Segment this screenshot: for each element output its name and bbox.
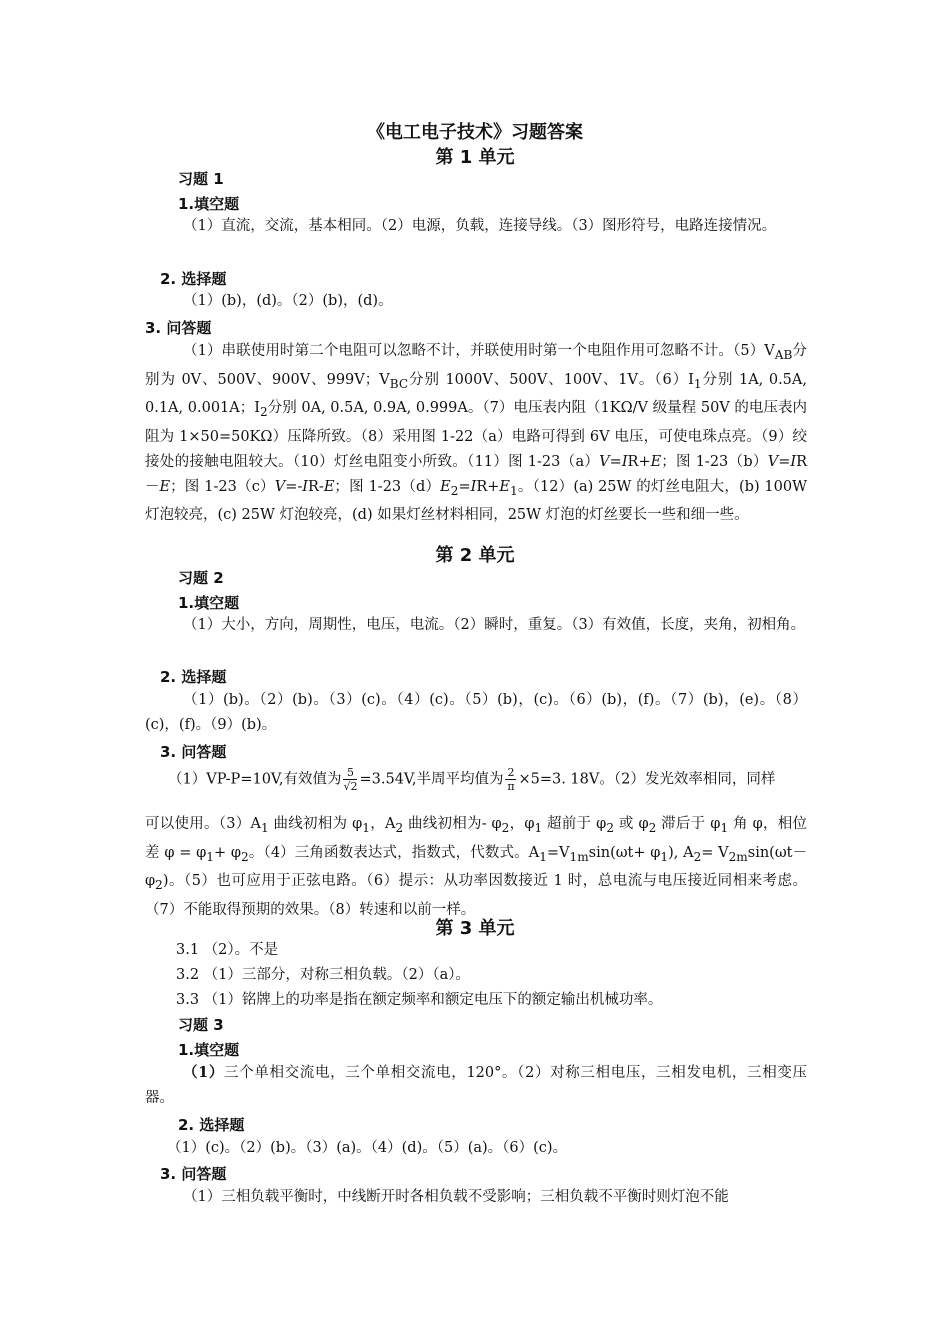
unit2-choice-text: （1）(b)。（2）(b)。（3）(c)。（4）(c)。（5）(b)，(c)。（6）(b)，(f)。（7）(b)，(e)。（8）(c)，(f)。（9）(b)。 (145, 692, 807, 733)
unit3-choice-text: （1）(c)。（2）(b)。（3）(a)。（4）(d)。（5）(a)。（6）(c)。 (167, 1140, 568, 1156)
unit1-fill-text: （1）直流，交流，基本相同。（2）电源，负载，连接导线。（3）图形符号，电路连接情况。 (183, 218, 777, 234)
unit1-heading: 第 1 单元 (435, 147, 515, 168)
unit1-choice-text: （1）(b)，(d)。（2）(b)，(d)。 (183, 293, 393, 309)
unit2-qa-first-b: =3.54V,半周平均值为 (359, 771, 504, 788)
fraction-2-over-pi (505, 766, 516, 793)
unit2-qa-label: 3. 问答题 (160, 743, 227, 761)
unit2-heading: 第 2 单元 (435, 545, 515, 566)
unit2-qa-first-line (168, 766, 775, 793)
document-title: 《电工电子技术》习题答案 (367, 122, 583, 143)
unit3-item-3-2: 3.2 （1）三部分，对称三相负载。（2）（a）。 (176, 967, 471, 983)
unit2-exercise-label: 习题 2 (178, 569, 224, 587)
unit2-qa-first-a: （1）VP-P=10V,有效值为 (168, 771, 342, 788)
unit3-item-3-1: 3.1 （2）。不是 (176, 942, 279, 958)
unit3-fill-label: 1.填空题 (178, 1041, 240, 1059)
fraction-denominator: √2 (343, 780, 358, 793)
fraction-numerator: 2 (507, 766, 515, 779)
unit3-choice-label: 2. 选择题 (178, 1116, 245, 1134)
unit2-fill-text: （1）大小，方向，周期性，电压，电流。（2）瞬时，重复。（3）有效值，长度，夹角，初相角。 (183, 617, 806, 633)
unit1-qa-label: 3. 问答题 (145, 319, 212, 337)
unit1-exercise-label: 习题 1 (178, 170, 224, 188)
unit2-choice-label: 2. 选择题 (160, 668, 227, 686)
unit3-exercise-label: 习题 3 (178, 1016, 224, 1034)
unit3-fill-text: （1）三个单相交流电，三个单相交流电，120°。（2）对称三相电压，三相发电机，三相变压器。 (145, 1064, 807, 1106)
unit2-qa-text: 可以使用。$(3)A_1$ 曲线初相为 $\varphi_1$，$A_2$ 曲线初相为- $\varphi_2$，$\varphi_1$ 超前于 $\varphi_2$ 或 $\varphi_2$ 滞后于 $\varphi_1$ 角 φ，相位差 $\varphi = \varphi_1+ \varphi_2$。（4）三角函数表达式，指数式，代数式。$A_1=V_{1m}\sin(\omega t+ \varphi_1)$, $A_2= V_{2m}\sin(\omega t- \varphi_2)$。（5）也可应用于正弦电路。（6）提示：从功率因数接近 1 时，总电流与电压接近同相来考虑。（7）不能取得预期的效果。（8）转速和以前一样。 (145, 816, 807, 919)
unit3-item-3-3: 3.3 （1）铭牌上的功率是指在额定频率和额定电压下的额定输出机械功率。 (176, 992, 663, 1008)
unit2-qa-first-c: ×5=3. 18V。（2）发光效率相同，同样 (518, 771, 776, 788)
unit1-qa-text: （1）串联使用时第二个电阻可以忽略不计，并联使用时第一个电阻作用可忽略不计。$(5)V_{AB}$分别为 0V、500V、900V、999V；$V_{BC}$分别 1000V、500V、100V、1V。$(6)I_1$分别 1A, 0.5A, 0.1A, 0.001A；$I_2$分别 0A, 0.5A, 0.9A, 0.999A。（7）电压表内阻（1KΩ/V 级量程 50V 的电压表内阻为 1×50=50KΩ）压降所致。（8）采用图 1-22（a）电路可得到 6V 电压，可使电珠点亮。（9）绞接处的接触电阻较大。（10）灯丝电阻变小所致。（11）图 1-23（a）V=IR+E；图 1-23（b）V=IR－E；图 1-23（c）V=-IR-E；图 $1-23(d)E_2=IR+E_1$。（12）(a) 25W 的灯丝电阻大，(b) 100W 灯泡较亮，(c) 25W 灯泡较亮，(d) 如果灯丝材料相同，25W 灯泡的灯丝要长一些和细一些。 (145, 343, 808, 524)
unit2-fill-label: 1.填空题 (178, 594, 240, 612)
unit1-fill-label: 1.填空题 (178, 195, 240, 213)
unit3-qa-label: 3. 问答题 (160, 1165, 227, 1183)
unit1-choice-label: 2. 选择题 (160, 270, 227, 288)
fraction-5-over-root2 (343, 766, 357, 793)
fraction-denominator: π (507, 780, 515, 793)
unit3-qa-text: （1）三相负载平衡时，中线断开时各相负载不受影响；三相负载不平衡时则灯泡不能 (183, 1189, 729, 1205)
unit3-heading: 第 3 单元 (435, 918, 515, 939)
fraction-numerator: 5 (343, 766, 357, 780)
